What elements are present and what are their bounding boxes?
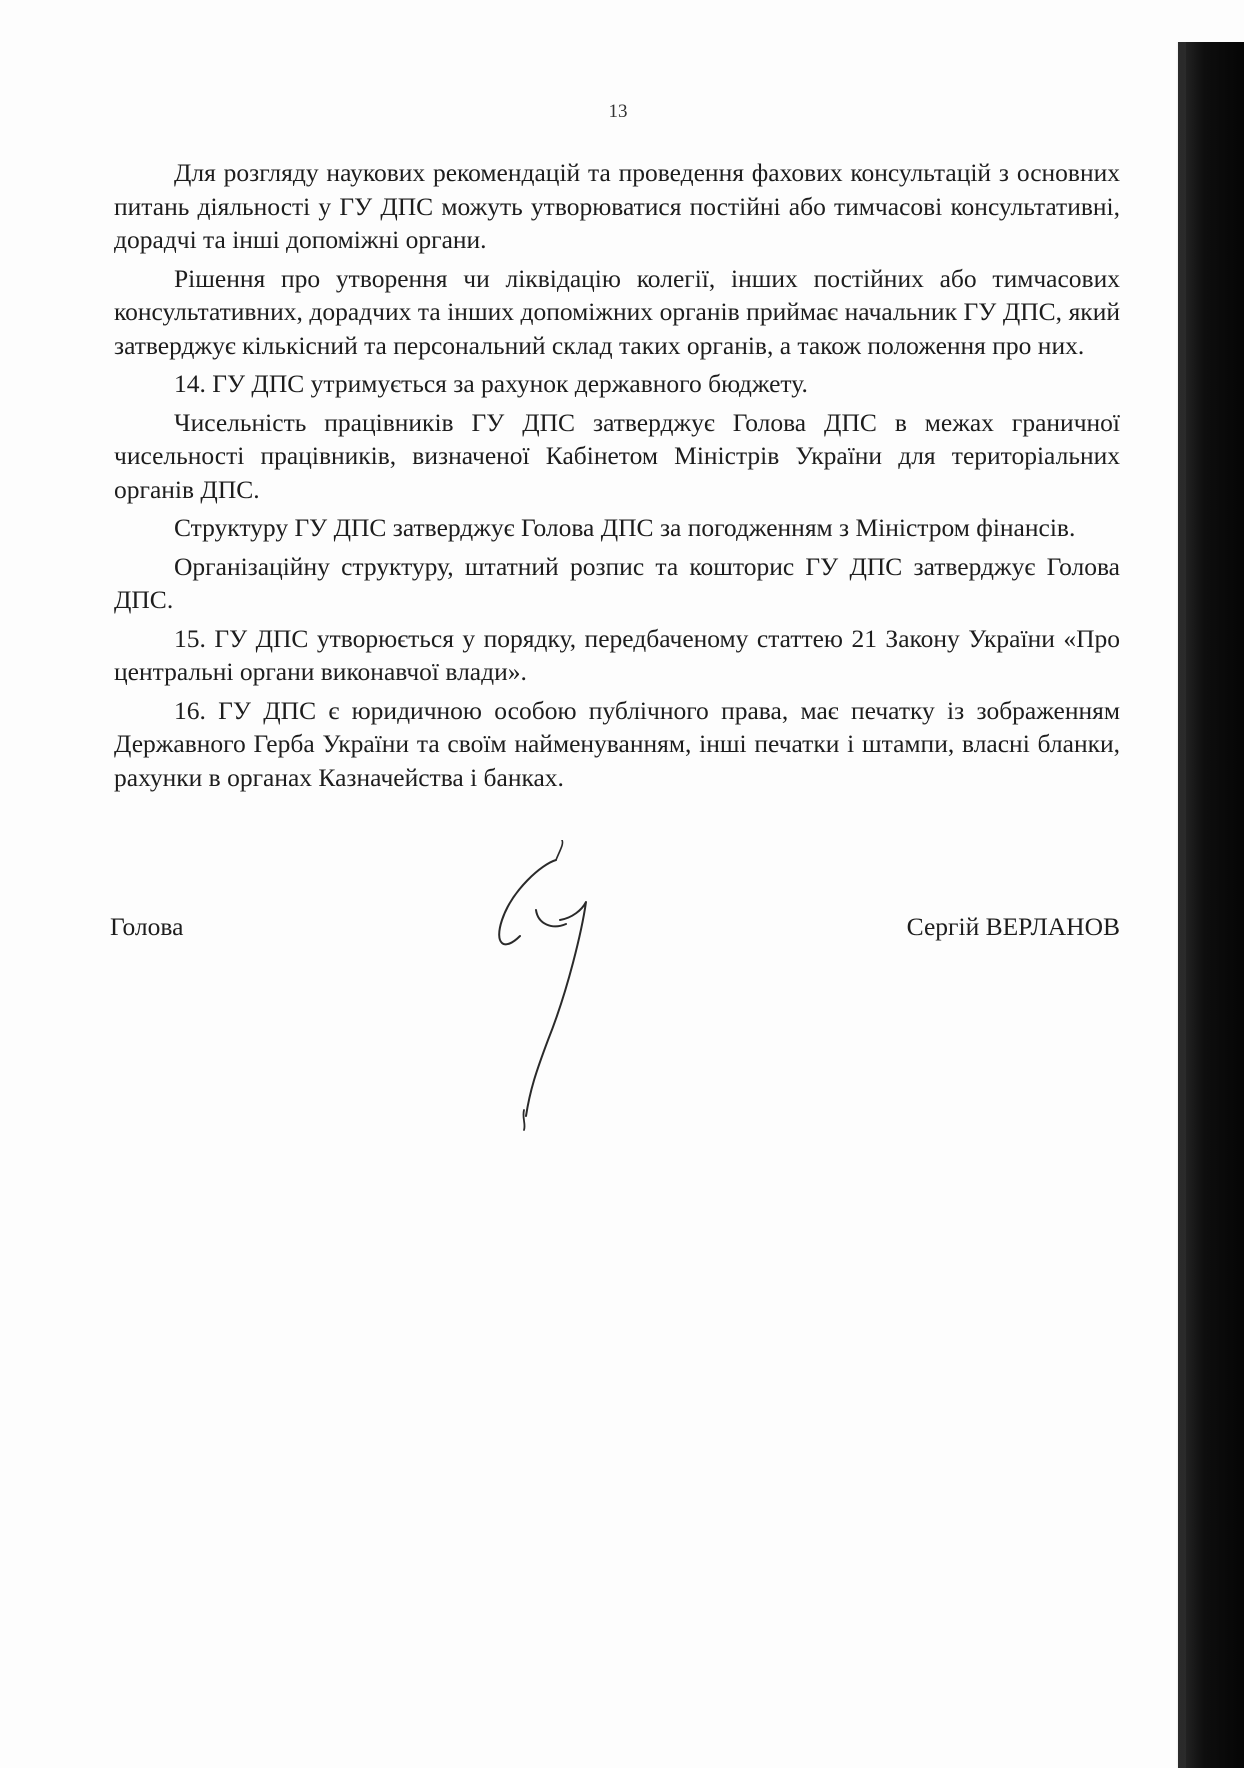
document-body xyxy=(114,156,1120,799)
paragraph: Організаційну структуру, штатний розпис та кошторис ГУ ДПС затверджує Голова ДПС. xyxy=(114,551,1120,614)
paragraph: 16. ГУ ДПС є юридичною особою публічного права, має печатку із зображенням Державного Герба України та своїм найменуванням, інші печатки і штампи, власні бланки, рахунки в органах Казначейства і банках. xyxy=(114,695,1120,792)
paragraph: Рішення про утворення чи ліквідацію колегії, інших постійних або тимчасових консультативних, дорадчих та інших допоміжних органів приймає начальник ГУ ДПС, який затверджує кількісний та персональний склад таких органів, а також положення про них. xyxy=(114,263,1120,360)
signatory-name: Сергій ВЕРЛАНОВ xyxy=(906,912,1120,941)
page-number: 13 xyxy=(608,101,628,122)
paragraph: 15. ГУ ДПС утворюється у порядку, передбаченому статтею 21 Закону України «Про центральні органи виконавчої влади». xyxy=(114,623,1120,686)
signatory-title: Голова xyxy=(110,912,184,941)
paragraph: Для розгляду наукових рекомендацій та проведення фахових консультацій з основних питань діяльності у ГУ ДПС можуть утворюватися постійні або тимчасові консультативні, дорадчі та інші допоміжні органи. xyxy=(114,158,1120,254)
scan-edge-shadow xyxy=(1176,42,1186,1768)
paragraph: Чисельність працівників ГУ ДПС затверджує Голова ДПС в межах граничної чисельності працівників, визначеної Кабінетом Міністрів України для територіальних органів ДПС. xyxy=(114,407,1120,504)
paragraph: 14. ГУ ДПС утримується за рахунок державного бюджету. xyxy=(174,369,808,398)
paragraph: Структуру ГУ ДПС затверджує Голова ДПС за погодженням з Міністром фінансів. xyxy=(174,513,1076,542)
handwritten-signature-icon xyxy=(490,840,630,1140)
scan-dark-edge xyxy=(1178,42,1244,1768)
